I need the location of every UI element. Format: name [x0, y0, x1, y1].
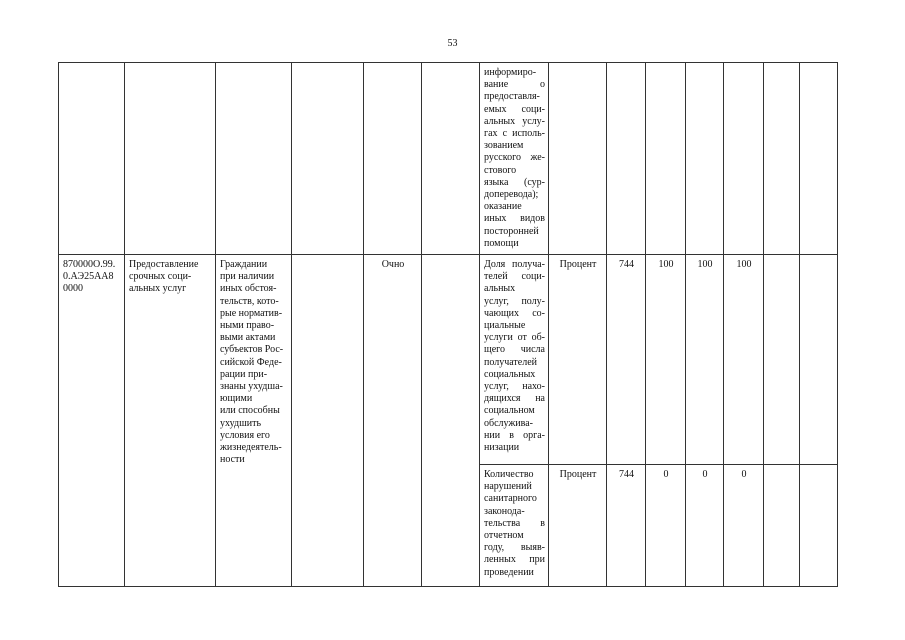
cell-value-1: [646, 63, 686, 255]
cell-code: 870000О.99. 0.АЭ25АА8 0000: [59, 255, 125, 587]
cell-okei: 744: [607, 465, 646, 587]
cell-category: [216, 63, 292, 255]
cell-empty-14: [800, 63, 838, 255]
cell-unit: Процент: [549, 255, 607, 465]
table-row-continuation: [59, 63, 838, 255]
cell-indicator: информиро- вание о предоставля- емых соци- альных услу- гах с исполь- зованием русского же- стового языка (сур- доперевода); оказание иных видов посторонней помощи: [480, 63, 549, 255]
cell-empty-13: [764, 63, 800, 255]
cell-empty-6: [422, 255, 480, 587]
page-number: 53: [447, 38, 458, 49]
cell-empty-14: [800, 255, 838, 465]
cell-value-1: 100: [646, 255, 686, 465]
cell-unit: [549, 63, 607, 255]
cell-okei: [607, 63, 646, 255]
cell-service: Предоставление срочных соци- альных услуг: [125, 255, 216, 587]
cell-category: Граждании при наличии иных обстоя- тельств, кото- рые норматив- ными право- выми актами субъектов Рос- сийской Феде- рации при- знаны ухудша- ющими или способны ухудшить условия его жизнедеятель- ности: [216, 255, 292, 587]
cell-service: [125, 63, 216, 255]
cell-empty-4: [292, 255, 364, 587]
cell-value-2: [686, 63, 724, 255]
cell-form: Очно: [364, 255, 422, 587]
cell-value-2: 100: [686, 255, 724, 465]
cell-empty-14: [800, 465, 838, 587]
cell-value-3: 100: [724, 255, 764, 465]
cell-empty-6: [422, 63, 480, 255]
cell-empty-4: [292, 63, 364, 255]
table-row-service: [59, 255, 838, 465]
cell-value-2: 0: [686, 465, 724, 587]
cell-okei: 744: [607, 255, 646, 465]
state-task-table: [58, 62, 838, 587]
cell-empty-13: [764, 255, 800, 465]
cell-indicator: Количество нарушений санитарного законода- тельства в отчетном году, выяв- ленных при проведении: [480, 465, 549, 587]
cell-value-1: 0: [646, 465, 686, 587]
cell-unit: Процент: [549, 465, 607, 587]
cell-value-3: [724, 63, 764, 255]
cell-value-3: 0: [724, 465, 764, 587]
cell-code: [59, 63, 125, 255]
cell-indicator: Доля получа- телей соци- альных услуг, полу- чающих со- циальные услуги от об- щего числа получателей социальных услуг, нахо- дящихся на социальном обслужива- нии в орга- низации: [480, 255, 549, 465]
cell-empty-13: [764, 465, 800, 587]
cell-form: [364, 63, 422, 255]
